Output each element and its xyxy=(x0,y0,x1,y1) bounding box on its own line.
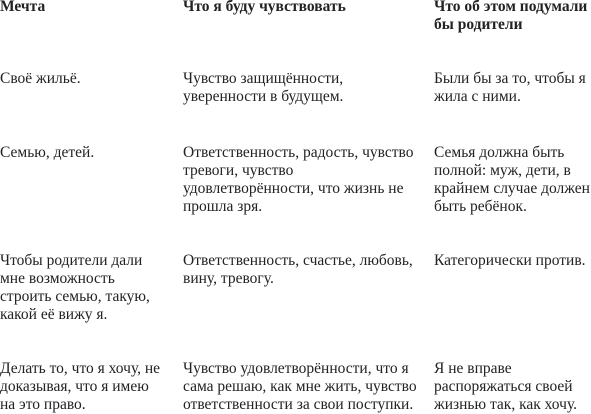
row-1-dream: Своё жильё. xyxy=(0,70,81,87)
row-4-dream: Делать то, что я хочу, не доказывая, что я имею на это право. xyxy=(0,360,161,413)
row-1-parents-opinion: Были бы за то, чтобы я жила с ними. xyxy=(434,70,586,105)
row-3-parents-opinion: Категорически против. xyxy=(434,252,586,269)
row-2-parents-opinion: Семья должна быть полной: муж, дети, в крайнем случае должен быть ребёнок. xyxy=(434,144,590,215)
header-dream: Мечта xyxy=(0,0,46,15)
row-1-feelings: Чувство защищённости, уверенности в будущем. xyxy=(183,70,344,105)
header-feelings: Что я буду чувствовать xyxy=(183,0,346,15)
header-parents-opinion: Что об этом подумали бы родители xyxy=(434,0,588,33)
row-3-feelings: Ответственность, счастье, любовь, вину, тревогу. xyxy=(183,252,413,287)
row-4-feelings: Чувство удовлетворённости, что я сама решаю, как мне жить, чувство ответственности за свои поступки. xyxy=(183,360,417,413)
row-3-dream: Чтобы родители дали мне возможность строить семью, такую, какой её вижу я. xyxy=(0,252,150,323)
row-4-parents-opinion: Я не вправе распоряжаться своей жизнью так, как хочу. xyxy=(434,360,578,413)
row-2-dream: Семью, детей. xyxy=(0,144,95,161)
row-2-feelings: Ответственность, радость, чувство тревоги, чувство удовлетворённости, что жизнь не прошла зря. xyxy=(183,144,414,215)
